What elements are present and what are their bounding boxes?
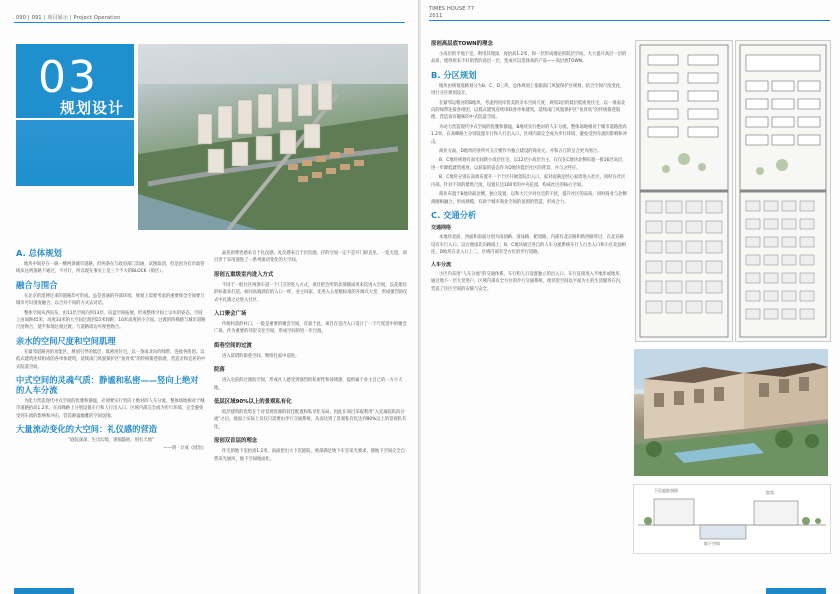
paragraph: 传统村落的村口，一般是重要的聚会空间，有量于此，项目在室内入口设计了一个尺度适中的聚会广场，作为重要的邻里交往空间，形成空间的进一步过渡。 bbox=[214, 322, 407, 335]
site-plan-west-svg bbox=[636, 41, 732, 341]
page-bar bbox=[766, 588, 826, 594]
heading-double-ground-floor: 原创双首层的理念 bbox=[214, 438, 258, 445]
heading-overall-planning: A. 总体规划 bbox=[16, 248, 62, 258]
chapter-title: 规划设计 bbox=[60, 99, 125, 117]
paragraph: 本地块北面，西面和南面分别为南园路、清泳路、耙琉路，内部有北京路和新西路穿过，在北京路设有车行入口，以方便南北向路线上，B、C地块通过各自的人车分流系统车行人行出入口和小区北面相连。D地块在北入口上二，区域内部有全方位的步行道路。 bbox=[431, 235, 627, 256]
paragraph: 进入宅前的过渡院空间，形成社人感受到强烈的私密性和领域感，提供属于业主自己的一方小天地。 bbox=[214, 378, 403, 391]
paragraph: 整体空间从西向东，由11层空间向到13层、向盘空间拓展，形成整体空间上宗水的姿态。空间上由间距45米，高度33米的大空间过渡到15米间距、10米高度的小空间。过渡的阶梯感与城市道路尺度吻合，使平和地过渡过渡，与道路周边可视性吻合。 bbox=[16, 310, 206, 331]
paragraph: 在紧邻道路河的功能区，规划引导的低层、低密度住宅，以一条南北向的绿带，连接各组团。以低式建筑连续组成的各单体建筑，延续南门风貌保护区“鱼骨状”的传统街巷肌理，营造亲和宜居的中式院落空间。 bbox=[16, 349, 206, 370]
paragraph: 不同于一般住区两条车道一个门卫的进入方式，项目把会所的北部铺成用来次进入空间，以花架综的标准来打造。如同高端酒店的入口一样，业主回家，先进入五星级标准的开阔式大堂，形成强烈的仪式中礼感之后进入社区。 bbox=[214, 282, 408, 303]
paragraph: B、C地块分别在南端布置开一个个区开阔景院出入口，家对面满足经心家周进入社区，同时在社区内部，针对不同的建筑尺度，设置长达100米的中央花园，构成社区的核心空间。 bbox=[431, 175, 626, 188]
paragraph: 低层建筑的优势在于对景观资源的较佳配置和私享化布局。因此在项目采取利用“入室离院私院分流”之后，地面上实际上仅仅只需要由步行交通系统，从而达到了景观私有化达到90%以上的景观私有化。 bbox=[214, 410, 407, 430]
paragraph: 小高层的半地下室，利用其埋深，再抬高1.2米，和一层形成理论的跃层空间。大大提升高层一层的品质，使得原来不好销售的高层一层，变成可以选择高的产品——高层底TOWN。 bbox=[431, 52, 627, 65]
chapter-number: 03 bbox=[38, 52, 98, 103]
paragraph: 商业布置于B地块最北侧，独立设置，以和大尺少对住宅的干扰，提升社区的品质。同时商业与北侧商圈相融合，形成规模，有助于城市商业空间的氛围的营造，形成合力。 bbox=[431, 192, 627, 205]
paragraph: 住宅的地下室抬高1.2米，南面挖出大下沉庭院，底部满足地下车室采光要求。使地下空间完全自然采光通风，地下空间地面化。 bbox=[214, 449, 406, 462]
right-column bbox=[431, 40, 627, 295]
paragraph: 为动力营造现代中式空间的优雅和静谧，B地块实行绝对的人车分流。整体场地相对于城市道路抬高1.2米，在高峰路上分别设置车行和人行出入口，区域内部完全成为步行环境，避免受到车流的影响和冲击。 bbox=[431, 124, 627, 145]
heading-courtyard: 院落 bbox=[214, 367, 225, 374]
section-diagram bbox=[633, 484, 831, 554]
paragraph: B、C地块规划有面光间新小高层住宅，以12层小高层为主，仅仅在C地块北侧布置一排16层高层，进一步降低建筑密度，以获取的姿态作为D地块低层社区的背景，并与之呼应。 bbox=[431, 158, 627, 171]
paragraph: 晶晃的尊贵感来自于礼仪感。礼仪感来自于层次感。抒的空间一定不是开门即直见，一览无遗，项目善于采用递进了一系列流动变化的大空间。 bbox=[214, 251, 407, 264]
heading-entry-plaza: 入口聚会广场 bbox=[214, 311, 247, 318]
left-header: 090 | 091 | 项目展示 | Project Operation bbox=[16, 15, 121, 21]
left-column-1 bbox=[16, 244, 206, 452]
heading-zone-planning: B. 分区规划 bbox=[431, 69, 477, 80]
page-bar bbox=[14, 588, 74, 594]
left-page bbox=[0, 0, 419, 594]
section-diagram-svg bbox=[634, 485, 830, 553]
courtyard-rendering-svg bbox=[634, 349, 828, 476]
aerial-rendering bbox=[138, 44, 408, 230]
header-section: 项目展示 bbox=[47, 15, 69, 21]
aerial-rendering-svg bbox=[138, 44, 408, 230]
section-label: 院落 bbox=[766, 490, 774, 495]
paragraph: 在紧邻运粮河的B地块，考虑到河岸优美的亲水空间尺度，规划3层的低层低密度住宅，以一条南北向的绿带连接各组团，以低式建筑连续串联各单体建筑，延续南门风貌保护区“鱼骨状”的传统街巷肌理，营造富有趣味的中式院落空间。 bbox=[431, 100, 626, 121]
right-page bbox=[421, 0, 840, 594]
paragraph: 进入富错的街巷空间，继续往家中前进。 bbox=[222, 353, 300, 359]
paragraph: 地块中间存在一纵一横两条城市道路，但两条在与政府部门沟通，试图取消，但是因为有市政管线从这两条路下通过，不可行，所以现在事实上是三个不大的BLOCK（街区）。 bbox=[16, 262, 205, 275]
heading-waterfront: 亲水的空间尺度和空间肌理 bbox=[16, 335, 116, 346]
paragraph: 商业方面，D地块的业所可五丘楼作为独立建设的商业元，并和五丘的呈合更为围合。 bbox=[439, 149, 602, 155]
heading-townhouse-concept: 原创高层底TOWN的理念 bbox=[431, 41, 493, 47]
header-year: 2011 bbox=[429, 13, 443, 19]
heading-five-level-entry: 原创五重级室内进入方式 bbox=[214, 271, 274, 278]
header-magazine: TIMES HOUSE 77 bbox=[429, 6, 475, 12]
header-rule bbox=[14, 22, 405, 23]
right-header bbox=[429, 6, 474, 20]
quote-source: ——明 · 计成《园冶》 bbox=[163, 445, 206, 451]
site-plan-west bbox=[635, 40, 733, 342]
paragraph: 地块由规划道路划分为B、C、D三块，总体规划上依据南门风貌保护区规划，结合空间尺度变化，进行分区规划设计。 bbox=[431, 83, 625, 97]
header-magazine: Project Operation bbox=[73, 15, 121, 21]
paragraph: 在北京的延伸过来的道路均可形成。虽是普通的外部环境，规划上需要考虑的重要保全空间要与城市可识别度融合，以合并不同的方式去对话。 bbox=[16, 293, 205, 307]
heading-traffic-network: 交通网络 bbox=[431, 224, 452, 231]
heading-traffic-analysis: C. 交通分析 bbox=[431, 209, 477, 220]
page-numbers: 090 | 091 bbox=[16, 15, 42, 21]
section-label: 地下空间 bbox=[704, 541, 720, 546]
heading-pedestrian-separation: 人车分流 bbox=[431, 261, 452, 268]
paragraph: 小区内采用“人车分流”的交通体系。车行和人行设置独立的出入口，车行直接进入半地库或地库，通过地下一层大堂进户。区域内部有全方位的步行交通系统，使邻里空间以平面为主的生活服务在内，营造了住区空间的安静与安全。 bbox=[431, 271, 625, 292]
left-column-2 bbox=[214, 250, 408, 465]
header-rule bbox=[429, 20, 830, 21]
site-plan-east-svg bbox=[736, 41, 830, 341]
courtyard-rendering bbox=[634, 349, 828, 476]
chapter-block-lower bbox=[16, 120, 134, 186]
heading-large-space: 大量流动变化的大空间：礼仪感的营造 bbox=[16, 424, 158, 435]
heading-landscape-privatization: 低层区域90%以上的景观私有化 bbox=[214, 399, 292, 406]
heading-integration: 融合与围合 bbox=[16, 279, 58, 290]
heading-street-transition: 街巷空间的过渡 bbox=[214, 342, 252, 349]
paragraph: 为能力营造现代中式空间的优雅和静谧，必须要实行竖向上绝对的人车分流。整体场地相对于城市道路抬高1.2米，在高峰路上分别设置车行和人行出入口，区域内部完全成为步行环境，完全避免受到车流的影响和冲击，营造静谧幽雅的空间氛围。 bbox=[16, 399, 205, 419]
section-label: 下沉庭院剖面 bbox=[654, 488, 678, 493]
site-plan-east bbox=[735, 40, 831, 342]
quote-text: “庭院深深，生出幻境，迷隔隐匿，别有天地” bbox=[67, 438, 155, 444]
heading-chinese-space: 中式空间的灵魂气质：静谧和私密——竖向上绝对的人车分流 bbox=[16, 375, 199, 396]
